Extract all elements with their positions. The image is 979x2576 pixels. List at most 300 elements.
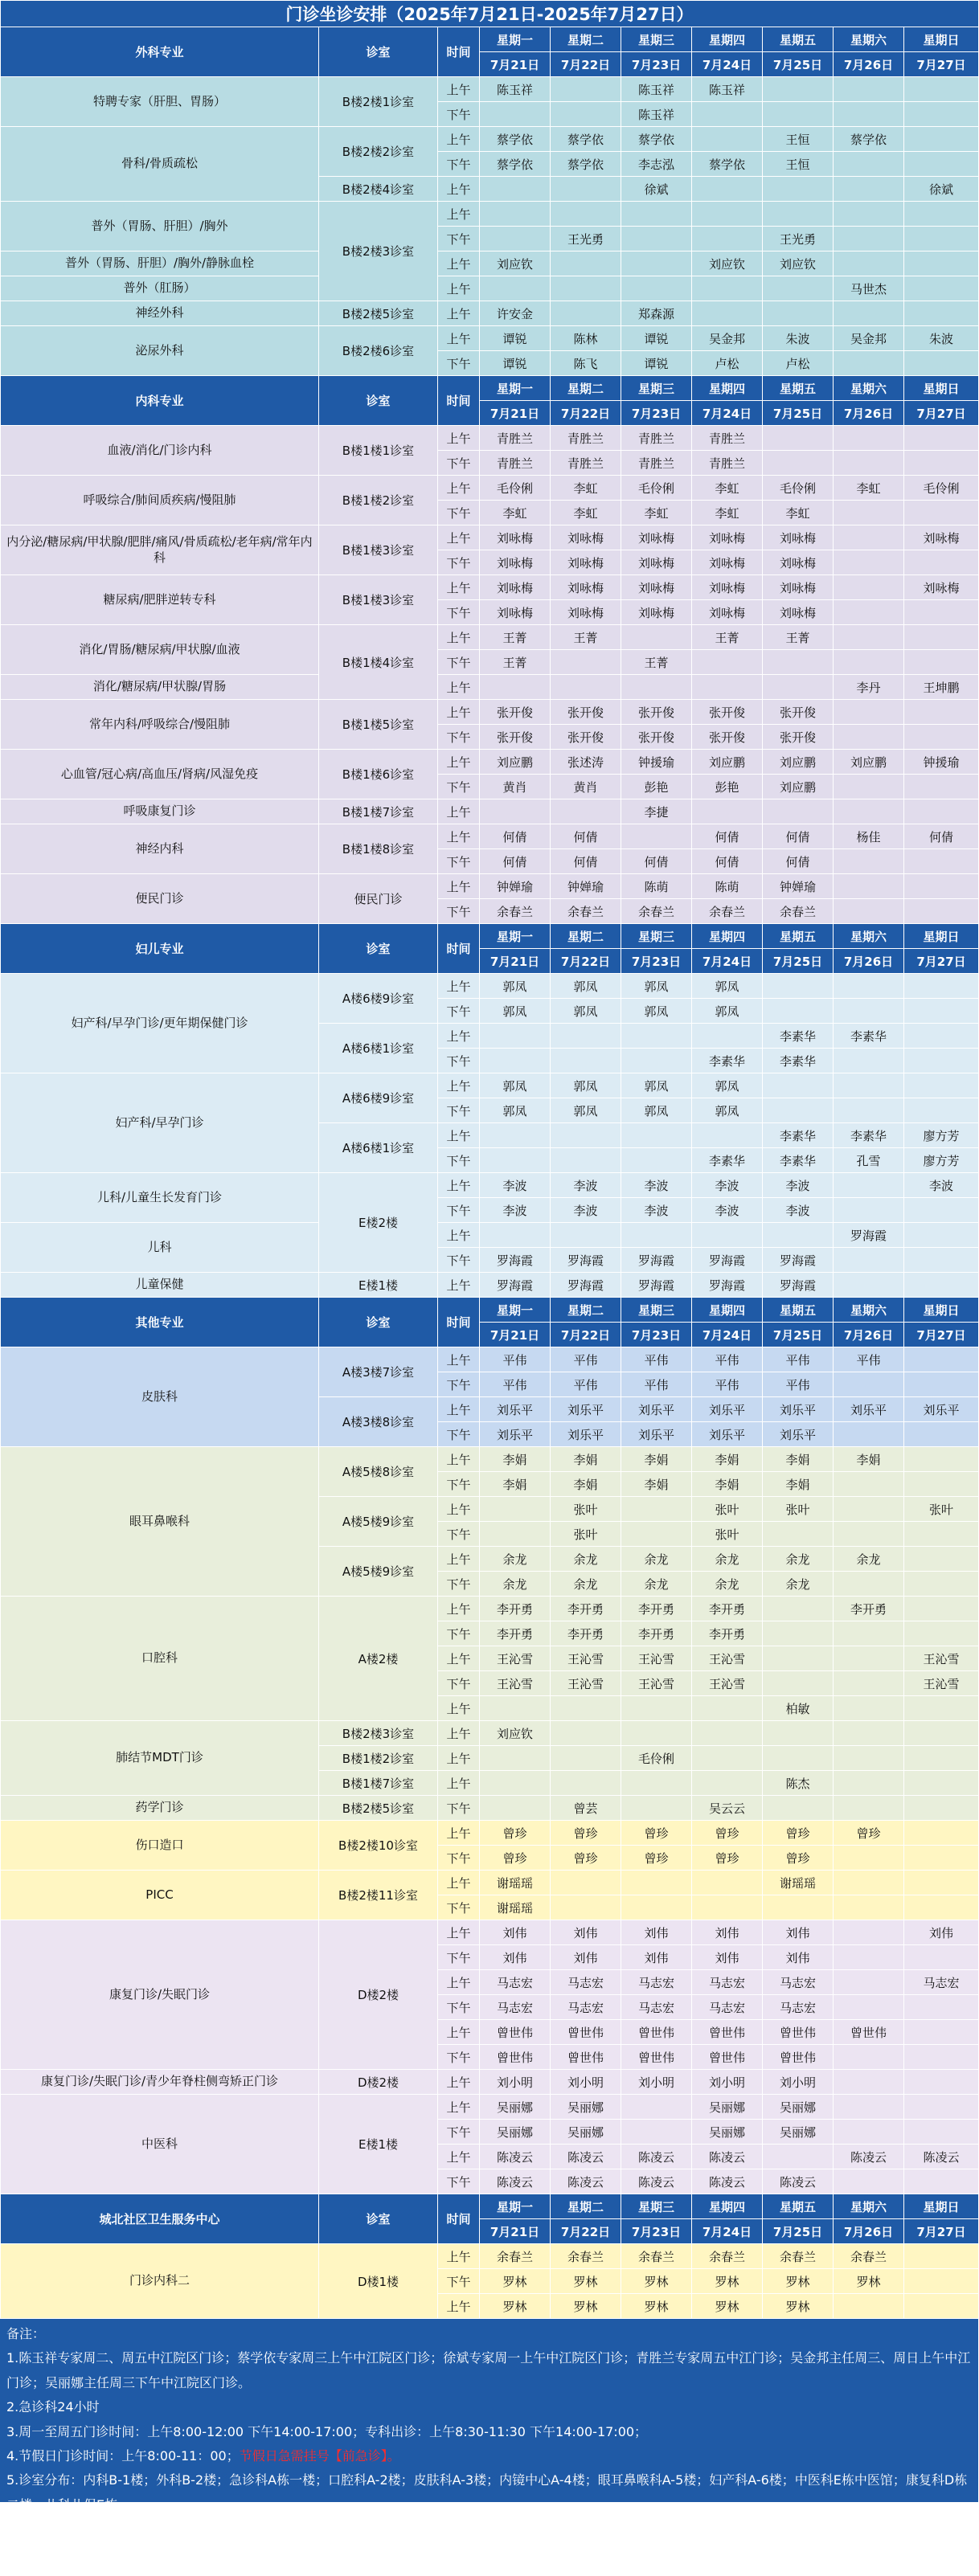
doctor-cell bbox=[834, 1721, 904, 1746]
time-slot: 下午 bbox=[438, 1248, 480, 1273]
doctor-cell: 王沁雪 bbox=[551, 1671, 621, 1696]
doctor-cell: 谭锐 bbox=[621, 351, 692, 376]
schedule-row bbox=[1, 824, 979, 849]
room-name: D楼2楼 bbox=[319, 1920, 438, 2070]
date-header: 7月23日 bbox=[621, 1323, 692, 1347]
doctor-cell bbox=[834, 2294, 904, 2319]
schedule-row bbox=[1, 1273, 979, 1298]
doctor-cell bbox=[834, 1522, 904, 1547]
doctor-cell bbox=[834, 899, 904, 924]
date-header: 7月26日 bbox=[834, 949, 904, 974]
doctor-cell bbox=[904, 2020, 979, 2045]
doctor-cell bbox=[834, 1671, 904, 1696]
doctor-cell: 李娟 bbox=[621, 1447, 692, 1472]
doctor-cell: 罗林 bbox=[763, 2294, 834, 2319]
doctor-cell: 王菁 bbox=[480, 625, 551, 650]
doctor-cell bbox=[834, 550, 904, 575]
doctor-cell: 王菁 bbox=[480, 650, 551, 675]
doctor-cell bbox=[480, 1049, 551, 1073]
doctor-cell: 毛伶俐 bbox=[621, 1746, 692, 1771]
time-slot: 上午 bbox=[438, 1397, 480, 1422]
doctor-cell: 徐斌 bbox=[621, 177, 692, 202]
time-slot: 上午 bbox=[438, 575, 480, 600]
doctor-cell bbox=[692, 102, 763, 127]
doctor-cell: 刘乐平 bbox=[480, 1422, 551, 1447]
time-slot: 上午 bbox=[438, 799, 480, 824]
weekday-header: 星期日 bbox=[904, 1298, 979, 1323]
doctor-cell: 曾珍 bbox=[551, 1846, 621, 1871]
department-name: 康复门诊/失眠门诊/青少年脊柱侧弯矫正门诊 bbox=[1, 2070, 319, 2095]
weekday-header: 星期五 bbox=[763, 2194, 834, 2219]
notes-label: 备注： bbox=[6, 2326, 46, 2341]
doctor-cell bbox=[621, 1024, 692, 1049]
doctor-cell: 李波 bbox=[692, 1173, 763, 1198]
time-slot: 下午 bbox=[438, 2120, 480, 2145]
doctor-cell: 何倩 bbox=[692, 824, 763, 849]
doctor-cell: 谢瑶瑶 bbox=[480, 1871, 551, 1895]
doctor-cell bbox=[692, 799, 763, 824]
doctor-cell bbox=[763, 675, 834, 700]
doctor-cell bbox=[834, 1073, 904, 1098]
doctor-cell bbox=[904, 550, 979, 575]
doctor-cell bbox=[904, 1347, 979, 1372]
time-slot: 下午 bbox=[438, 451, 480, 476]
time-slot: 下午 bbox=[438, 1198, 480, 1223]
doctor-cell bbox=[834, 301, 904, 326]
doctor-cell: 王菁 bbox=[551, 625, 621, 650]
doctor-cell: 谭锐 bbox=[480, 351, 551, 376]
doctor-cell: 王沁雪 bbox=[480, 1671, 551, 1696]
room-name: A楼3楼8诊室 bbox=[319, 1397, 438, 1447]
doctor-cell bbox=[480, 1148, 551, 1173]
date-header: 7月26日 bbox=[834, 2219, 904, 2244]
doctor-cell bbox=[904, 1522, 979, 1547]
doctor-cell: 张开俊 bbox=[621, 700, 692, 725]
doctor-cell: 黄肖 bbox=[551, 775, 621, 799]
doctor-cell: 陈凌云 bbox=[692, 2169, 763, 2194]
doctor-cell: 平伟 bbox=[692, 1347, 763, 1372]
doctor-cell bbox=[692, 1123, 763, 1148]
doctor-cell bbox=[904, 451, 979, 476]
doctor-cell bbox=[904, 1223, 979, 1248]
doctor-cell bbox=[621, 1497, 692, 1522]
doctor-cell bbox=[834, 1098, 904, 1123]
doctor-cell: 郭凤 bbox=[480, 974, 551, 999]
doctor-cell: 李虹 bbox=[834, 476, 904, 501]
time-slot: 下午 bbox=[438, 152, 480, 177]
doctor-cell: 平伟 bbox=[621, 1347, 692, 1372]
doctor-cell: 曾世伟 bbox=[763, 2020, 834, 2045]
doctor-cell: 李虹 bbox=[551, 476, 621, 501]
doctor-cell: 李娟 bbox=[692, 1472, 763, 1497]
doctor-cell bbox=[904, 227, 979, 251]
doctor-cell bbox=[834, 700, 904, 725]
doctor-cell bbox=[834, 575, 904, 600]
department-name: 口腔科 bbox=[1, 1597, 319, 1721]
doctor-cell bbox=[763, 1796, 834, 1821]
doctor-cell bbox=[904, 1895, 979, 1920]
doctor-cell: 刘小明 bbox=[551, 2070, 621, 2095]
time-slot: 下午 bbox=[438, 999, 480, 1024]
doctor-cell: 朱波 bbox=[763, 326, 834, 351]
doctor-cell: 刘伟 bbox=[551, 1920, 621, 1945]
doctor-cell: 张开俊 bbox=[692, 700, 763, 725]
doctor-cell bbox=[763, 799, 834, 824]
doctor-cell: 罗林 bbox=[621, 2294, 692, 2319]
doctor-cell bbox=[904, 2095, 979, 2120]
time-slot: 下午 bbox=[438, 1895, 480, 1920]
doctor-cell bbox=[834, 1273, 904, 1298]
time-slot: 上午 bbox=[438, 1173, 480, 1198]
doctor-cell bbox=[904, 2244, 979, 2269]
doctor-cell: 李开勇 bbox=[621, 1597, 692, 1621]
time-slot: 上午 bbox=[438, 276, 480, 301]
doctor-cell: 罗林 bbox=[621, 2269, 692, 2294]
doctor-cell bbox=[904, 725, 979, 750]
doctor-cell: 陈玉祥 bbox=[621, 102, 692, 127]
doctor-cell bbox=[621, 1771, 692, 1796]
doctor-cell: 孔雪 bbox=[834, 1148, 904, 1173]
doctor-cell bbox=[904, 625, 979, 650]
doctor-cell bbox=[551, 1721, 621, 1746]
doctor-cell: 余春兰 bbox=[551, 899, 621, 924]
doctor-cell bbox=[904, 351, 979, 376]
schedule-row bbox=[1, 1447, 979, 1472]
doctor-cell: 青胜兰 bbox=[551, 426, 621, 451]
doctor-cell: 李虹 bbox=[480, 501, 551, 525]
doctor-cell: 王菁 bbox=[692, 625, 763, 650]
doctor-cell: 徐斌 bbox=[904, 177, 979, 202]
department-name: 普外（胃肠、肝胆）/胸外 bbox=[1, 202, 319, 251]
doctor-cell bbox=[834, 1173, 904, 1198]
doctor-cell: 李娟 bbox=[834, 1447, 904, 1472]
time-slot: 下午 bbox=[438, 501, 480, 525]
doctor-cell: 何倩 bbox=[904, 824, 979, 849]
time-slot: 上午 bbox=[438, 824, 480, 849]
doctor-cell: 余春兰 bbox=[692, 2244, 763, 2269]
doctor-cell bbox=[904, 152, 979, 177]
room-name: A楼6楼9诊室 bbox=[319, 974, 438, 1024]
weekday-header: 星期四 bbox=[692, 1298, 763, 1323]
doctor-cell bbox=[904, 1472, 979, 1497]
doctor-cell: 陈萌 bbox=[692, 874, 763, 899]
doctor-cell bbox=[834, 1646, 904, 1671]
doctor-cell bbox=[904, 1098, 979, 1123]
time-slot: 上午 bbox=[438, 1771, 480, 1796]
doctor-cell: 刘小明 bbox=[763, 2070, 834, 2095]
doctor-cell: 王菁 bbox=[621, 650, 692, 675]
doctor-cell: 李波 bbox=[692, 1198, 763, 1223]
room-name: B楼2楼5诊室 bbox=[319, 1796, 438, 1821]
doctor-cell bbox=[834, 725, 904, 750]
doctor-cell: 曾珍 bbox=[763, 1846, 834, 1871]
doctor-cell bbox=[834, 1920, 904, 1945]
section-name: 其他专业 bbox=[1, 1298, 319, 1347]
doctor-cell bbox=[834, 1945, 904, 1970]
doctor-cell: 余春兰 bbox=[480, 2244, 551, 2269]
date-header: 7月22日 bbox=[551, 401, 621, 426]
doctor-cell: 李娟 bbox=[480, 1447, 551, 1472]
doctor-cell: 吴丽娜 bbox=[551, 2095, 621, 2120]
doctor-cell bbox=[621, 202, 692, 227]
doctor-cell: 张开俊 bbox=[763, 725, 834, 750]
doctor-cell: 李素华 bbox=[763, 1049, 834, 1073]
room-name: A楼5楼9诊室 bbox=[319, 1547, 438, 1597]
doctor-cell: 刘应鹏 bbox=[834, 750, 904, 775]
doctor-cell: 青胜兰 bbox=[621, 451, 692, 476]
doctor-cell bbox=[904, 1422, 979, 1447]
doctor-cell: 彭艳 bbox=[621, 775, 692, 799]
time-slot: 上午 bbox=[438, 874, 480, 899]
doctor-cell: 刘乐平 bbox=[621, 1422, 692, 1447]
doctor-cell: 陈凌云 bbox=[904, 2145, 979, 2169]
doctor-cell bbox=[834, 1696, 904, 1721]
doctor-cell: 谢瑶瑶 bbox=[480, 1895, 551, 1920]
time-slot: 上午 bbox=[438, 1073, 480, 1098]
time-slot: 下午 bbox=[438, 550, 480, 575]
doctor-cell bbox=[904, 1273, 979, 1298]
doctor-cell bbox=[904, 1796, 979, 1821]
doctor-cell: 何倩 bbox=[551, 849, 621, 874]
room-name: A楼6楼9诊室 bbox=[319, 1073, 438, 1123]
doctor-cell: 李开勇 bbox=[692, 1597, 763, 1621]
time-slot: 上午 bbox=[438, 2020, 480, 2045]
doctor-cell: 郭凤 bbox=[692, 974, 763, 999]
date-header: 7月25日 bbox=[763, 52, 834, 77]
doctor-cell bbox=[904, 1073, 979, 1098]
doctor-cell bbox=[692, 276, 763, 301]
schedule-row bbox=[1, 750, 979, 775]
time-slot: 下午 bbox=[438, 1422, 480, 1447]
doctor-cell bbox=[763, 451, 834, 476]
doctor-cell: 刘乐平 bbox=[904, 1397, 979, 1422]
weekday-header: 星期四 bbox=[692, 27, 763, 52]
doctor-cell bbox=[904, 127, 979, 152]
doctor-cell bbox=[621, 625, 692, 650]
doctor-cell: 余春兰 bbox=[621, 899, 692, 924]
doctor-cell bbox=[904, 426, 979, 451]
doctor-cell: 余春兰 bbox=[763, 899, 834, 924]
doctor-cell: 余春兰 bbox=[692, 899, 763, 924]
doctor-cell: 罗林 bbox=[480, 2269, 551, 2294]
date-header: 7月25日 bbox=[763, 949, 834, 974]
doctor-cell: 罗林 bbox=[551, 2294, 621, 2319]
doctor-cell: 曾世伟 bbox=[692, 2020, 763, 2045]
department-name: 皮肤科 bbox=[1, 1347, 319, 1447]
doctor-cell: 刘咏梅 bbox=[621, 600, 692, 625]
doctor-cell bbox=[621, 1223, 692, 1248]
doctor-cell: 罗海霞 bbox=[763, 1273, 834, 1298]
doctor-cell: 罗海霞 bbox=[692, 1273, 763, 1298]
time-slot: 上午 bbox=[438, 2294, 480, 2319]
doctor-cell: 郭凤 bbox=[551, 1073, 621, 1098]
doctor-cell: 王光勇 bbox=[551, 227, 621, 251]
room-name: B楼1楼6诊室 bbox=[319, 750, 438, 799]
doctor-cell: 陈凌云 bbox=[551, 2145, 621, 2169]
time-slot: 上午 bbox=[438, 1821, 480, 1846]
doctor-cell: 马志宏 bbox=[551, 1995, 621, 2020]
doctor-cell: 蔡学依 bbox=[480, 127, 551, 152]
doctor-cell: 张开俊 bbox=[551, 700, 621, 725]
room-name: A楼6楼1诊室 bbox=[319, 1024, 438, 1073]
doctor-cell: 刘咏梅 bbox=[551, 550, 621, 575]
doctor-cell: 刘咏梅 bbox=[904, 525, 979, 550]
schedule-row bbox=[1, 476, 979, 501]
doctor-cell: 蔡学依 bbox=[621, 127, 692, 152]
doctor-cell: 陈凌云 bbox=[480, 2169, 551, 2194]
department-name: 康复门诊/失眠门诊 bbox=[1, 1920, 319, 2070]
schedule-row bbox=[1, 1821, 979, 1846]
doctor-cell: 李素华 bbox=[834, 1123, 904, 1148]
doctor-cell: 李开勇 bbox=[551, 1597, 621, 1621]
date-header: 7月23日 bbox=[621, 2219, 692, 2244]
doctor-cell bbox=[834, 974, 904, 999]
room-name: B楼2楼11诊室 bbox=[319, 1871, 438, 1920]
room-header: 诊室 bbox=[319, 924, 438, 974]
doctor-cell: 李波 bbox=[480, 1173, 551, 1198]
room-name: B楼1楼2诊室 bbox=[319, 476, 438, 525]
time-slot: 上午 bbox=[438, 476, 480, 501]
doctor-cell: 何倩 bbox=[692, 849, 763, 874]
doctor-cell: 青胜兰 bbox=[692, 426, 763, 451]
doctor-cell: 毛伶俐 bbox=[480, 476, 551, 501]
doctor-cell: 张开俊 bbox=[551, 725, 621, 750]
weekday-header: 星期四 bbox=[692, 376, 763, 401]
doctor-cell: 何倩 bbox=[551, 824, 621, 849]
department-name: 中医科 bbox=[1, 2095, 319, 2194]
weekday-header: 星期三 bbox=[621, 924, 692, 949]
doctor-cell bbox=[904, 1746, 979, 1771]
doctor-cell bbox=[551, 1895, 621, 1920]
date-header: 7月22日 bbox=[551, 52, 621, 77]
doctor-cell: 郭凤 bbox=[692, 1073, 763, 1098]
doctor-cell bbox=[834, 2070, 904, 2095]
doctor-cell bbox=[834, 799, 904, 824]
time-slot: 下午 bbox=[438, 351, 480, 376]
weekday-header: 星期日 bbox=[904, 376, 979, 401]
doctor-cell bbox=[904, 77, 979, 102]
date-header: 7月27日 bbox=[904, 949, 979, 974]
date-header: 7月27日 bbox=[904, 2219, 979, 2244]
doctor-cell bbox=[834, 77, 904, 102]
department-name: 内分泌/糖尿病/甲状腺/肥胖/痛风/骨质疏松/老年病/常年内科 bbox=[1, 525, 319, 575]
doctor-cell: 刘咏梅 bbox=[763, 575, 834, 600]
doctor-cell: 刘应鹏 bbox=[692, 750, 763, 775]
doctor-cell bbox=[904, 102, 979, 127]
date-header: 7月22日 bbox=[551, 1323, 621, 1347]
doctor-cell bbox=[904, 1049, 979, 1073]
schedule-row bbox=[1, 276, 979, 301]
doctor-cell bbox=[763, 650, 834, 675]
doctor-cell: 李开勇 bbox=[692, 1621, 763, 1646]
doctor-cell bbox=[621, 1895, 692, 1920]
doctor-cell: 李虹 bbox=[692, 476, 763, 501]
doctor-cell: 李娟 bbox=[480, 1472, 551, 1497]
room-name: D楼1楼 bbox=[319, 2244, 438, 2319]
doctor-cell: 李波 bbox=[763, 1198, 834, 1223]
doctor-cell: 谭锐 bbox=[480, 326, 551, 351]
doctor-cell bbox=[834, 2045, 904, 2070]
doctor-cell: 罗海霞 bbox=[551, 1248, 621, 1273]
doctor-cell bbox=[763, 276, 834, 301]
doctor-cell bbox=[621, 227, 692, 251]
time-slot: 下午 bbox=[438, 650, 480, 675]
doctor-cell bbox=[904, 1248, 979, 1273]
doctor-cell bbox=[834, 1796, 904, 1821]
doctor-cell bbox=[763, 2145, 834, 2169]
time-slot: 上午 bbox=[438, 2070, 480, 2095]
doctor-cell: 卢松 bbox=[763, 351, 834, 376]
weekday-header: 星期四 bbox=[692, 924, 763, 949]
doctor-cell: 刘咏梅 bbox=[621, 575, 692, 600]
doctor-cell: 马志宏 bbox=[763, 1970, 834, 1995]
doctor-cell bbox=[904, 276, 979, 301]
doctor-cell bbox=[904, 1995, 979, 2020]
doctor-cell: 李娟 bbox=[763, 1472, 834, 1497]
doctor-cell bbox=[692, 1223, 763, 1248]
doctor-cell: 刘乐平 bbox=[692, 1422, 763, 1447]
time-slot: 下午 bbox=[438, 1372, 480, 1397]
doctor-cell: 谢瑶瑶 bbox=[763, 1871, 834, 1895]
doctor-cell: 刘乐平 bbox=[692, 1397, 763, 1422]
doctor-cell: 曾世伟 bbox=[480, 2045, 551, 2070]
time-slot: 下午 bbox=[438, 1472, 480, 1497]
doctor-cell bbox=[551, 1049, 621, 1073]
doctor-cell bbox=[480, 1522, 551, 1547]
doctor-cell bbox=[763, 202, 834, 227]
doctor-cell: 罗林 bbox=[480, 2294, 551, 2319]
doctor-cell bbox=[834, 451, 904, 476]
doctor-cell: 刘咏梅 bbox=[551, 600, 621, 625]
room-name: B楼1楼3诊室 bbox=[319, 575, 438, 625]
doctor-cell: 马志宏 bbox=[621, 1970, 692, 1995]
time-header: 时间 bbox=[438, 924, 480, 974]
doctor-cell bbox=[904, 1372, 979, 1397]
time-slot: 上午 bbox=[438, 700, 480, 725]
room-name: A楼5楼8诊室 bbox=[319, 1447, 438, 1497]
doctor-cell: 余春兰 bbox=[480, 899, 551, 924]
department-name: 普外（肛肠） bbox=[1, 276, 319, 301]
doctor-cell: 卢松 bbox=[692, 351, 763, 376]
doctor-cell bbox=[834, 1198, 904, 1223]
doctor-cell bbox=[551, 202, 621, 227]
note-3: 3.周一至周五门诊时间：上午8:00-12:00 下午14:00-17:00；专科出诊：上午8:30-11:30 下午14:00-17:00； bbox=[6, 2423, 648, 2439]
room-header: 诊室 bbox=[319, 2194, 438, 2244]
doctor-cell bbox=[692, 1771, 763, 1796]
doctor-cell bbox=[834, 227, 904, 251]
doctor-cell: 马志宏 bbox=[480, 1970, 551, 1995]
date-header: 7月21日 bbox=[480, 2219, 551, 2244]
department-name: 普外（胃肠、肝胆）/胸外/静脉血栓 bbox=[1, 251, 319, 276]
doctor-cell: 李开勇 bbox=[834, 1597, 904, 1621]
time-slot: 下午 bbox=[438, 2045, 480, 2070]
doctor-cell: 青胜兰 bbox=[551, 451, 621, 476]
time-slot: 上午 bbox=[438, 127, 480, 152]
room-name: D楼2楼 bbox=[319, 2070, 438, 2095]
doctor-cell bbox=[551, 1148, 621, 1173]
doctor-cell: 王沁雪 bbox=[904, 1646, 979, 1671]
doctor-cell bbox=[834, 102, 904, 127]
doctor-cell bbox=[480, 1223, 551, 1248]
doctor-cell: 吴丽娜 bbox=[763, 2095, 834, 2120]
date-header: 7月27日 bbox=[904, 52, 979, 77]
doctor-cell bbox=[763, 1597, 834, 1621]
schedule-row bbox=[1, 426, 979, 451]
doctor-cell: 郭凤 bbox=[621, 974, 692, 999]
room-name: A楼5楼9诊室 bbox=[319, 1497, 438, 1547]
doctor-cell bbox=[621, 276, 692, 301]
room-name: B楼1楼1诊室 bbox=[319, 426, 438, 476]
